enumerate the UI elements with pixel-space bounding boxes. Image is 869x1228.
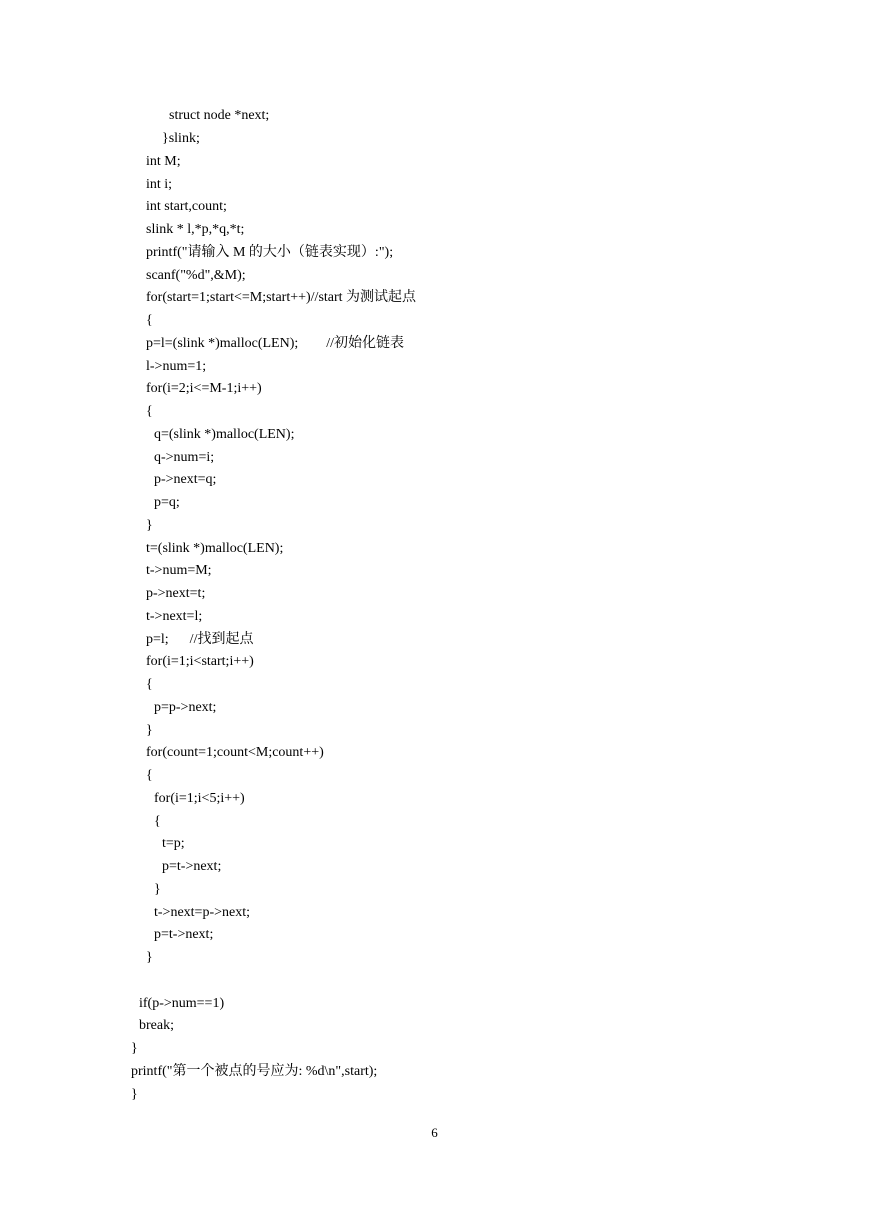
code-line: break; <box>139 1018 174 1033</box>
code-line: t->next=p->next; <box>154 905 250 920</box>
code-line: p->next=t; <box>146 586 206 601</box>
code-line: { <box>146 313 153 328</box>
code-line: { <box>154 814 161 829</box>
code-line: t=(slink *)malloc(LEN); <box>146 541 284 556</box>
code-line: int start,count; <box>146 199 227 214</box>
code-line: { <box>146 677 153 692</box>
code-line: for(i=1;i<start;i++) <box>146 654 254 669</box>
code-line: p=p->next; <box>154 700 217 715</box>
code-line: int i; <box>146 177 173 192</box>
code-line: for(i=1;i<5;i++) <box>154 791 245 806</box>
code-line: for(count=1;count<M;count++) <box>146 745 324 760</box>
code-line: } <box>154 882 161 897</box>
code-line: } <box>146 723 153 738</box>
code-line: p->next=q; <box>154 472 217 487</box>
code-line: q=(slink *)malloc(LEN); <box>154 427 295 442</box>
code-line: p=q; <box>154 495 180 510</box>
code-line: { <box>146 768 153 783</box>
code-line: int M; <box>146 154 181 169</box>
code-line: { <box>146 404 153 419</box>
code-line: printf("请输入 M 的大小（链表实现）:"); <box>146 245 394 260</box>
code-line: } <box>146 518 153 533</box>
code-line: q->num=i; <box>154 450 215 465</box>
code-line: p=l=(slink *)malloc(LEN); //初始化链表 <box>146 336 405 351</box>
code-line: printf("第一个被点的号应为: %d\n",start); <box>131 1064 378 1079</box>
code-line: if(p->num==1) <box>139 996 225 1011</box>
code-line: scanf("%d",&M); <box>146 268 246 283</box>
code-line: for(start=1;start<=M;start++)//start 为测试起点 <box>146 290 417 305</box>
code-line: t=p; <box>162 836 185 851</box>
code-line: } <box>146 950 153 965</box>
code-line: l->num=1; <box>146 359 207 374</box>
code-line: p=t->next; <box>154 927 214 942</box>
code-line: } <box>131 1041 138 1056</box>
code-line: p=t->next; <box>162 859 222 874</box>
code-line: t->next=l; <box>146 609 203 624</box>
code-line: slink * l,*p,*q,*t; <box>146 222 245 237</box>
code-line: p=l; //找到起点 <box>146 632 254 647</box>
code-line: }slink; <box>162 131 200 146</box>
code-line: } <box>131 1087 138 1102</box>
code-line: struct node *next; <box>169 108 270 123</box>
code-line: t->num=M; <box>146 563 212 578</box>
code-line: for(i=2;i<=M-1;i++) <box>146 381 262 396</box>
page-number: 6 <box>431 1125 438 1140</box>
